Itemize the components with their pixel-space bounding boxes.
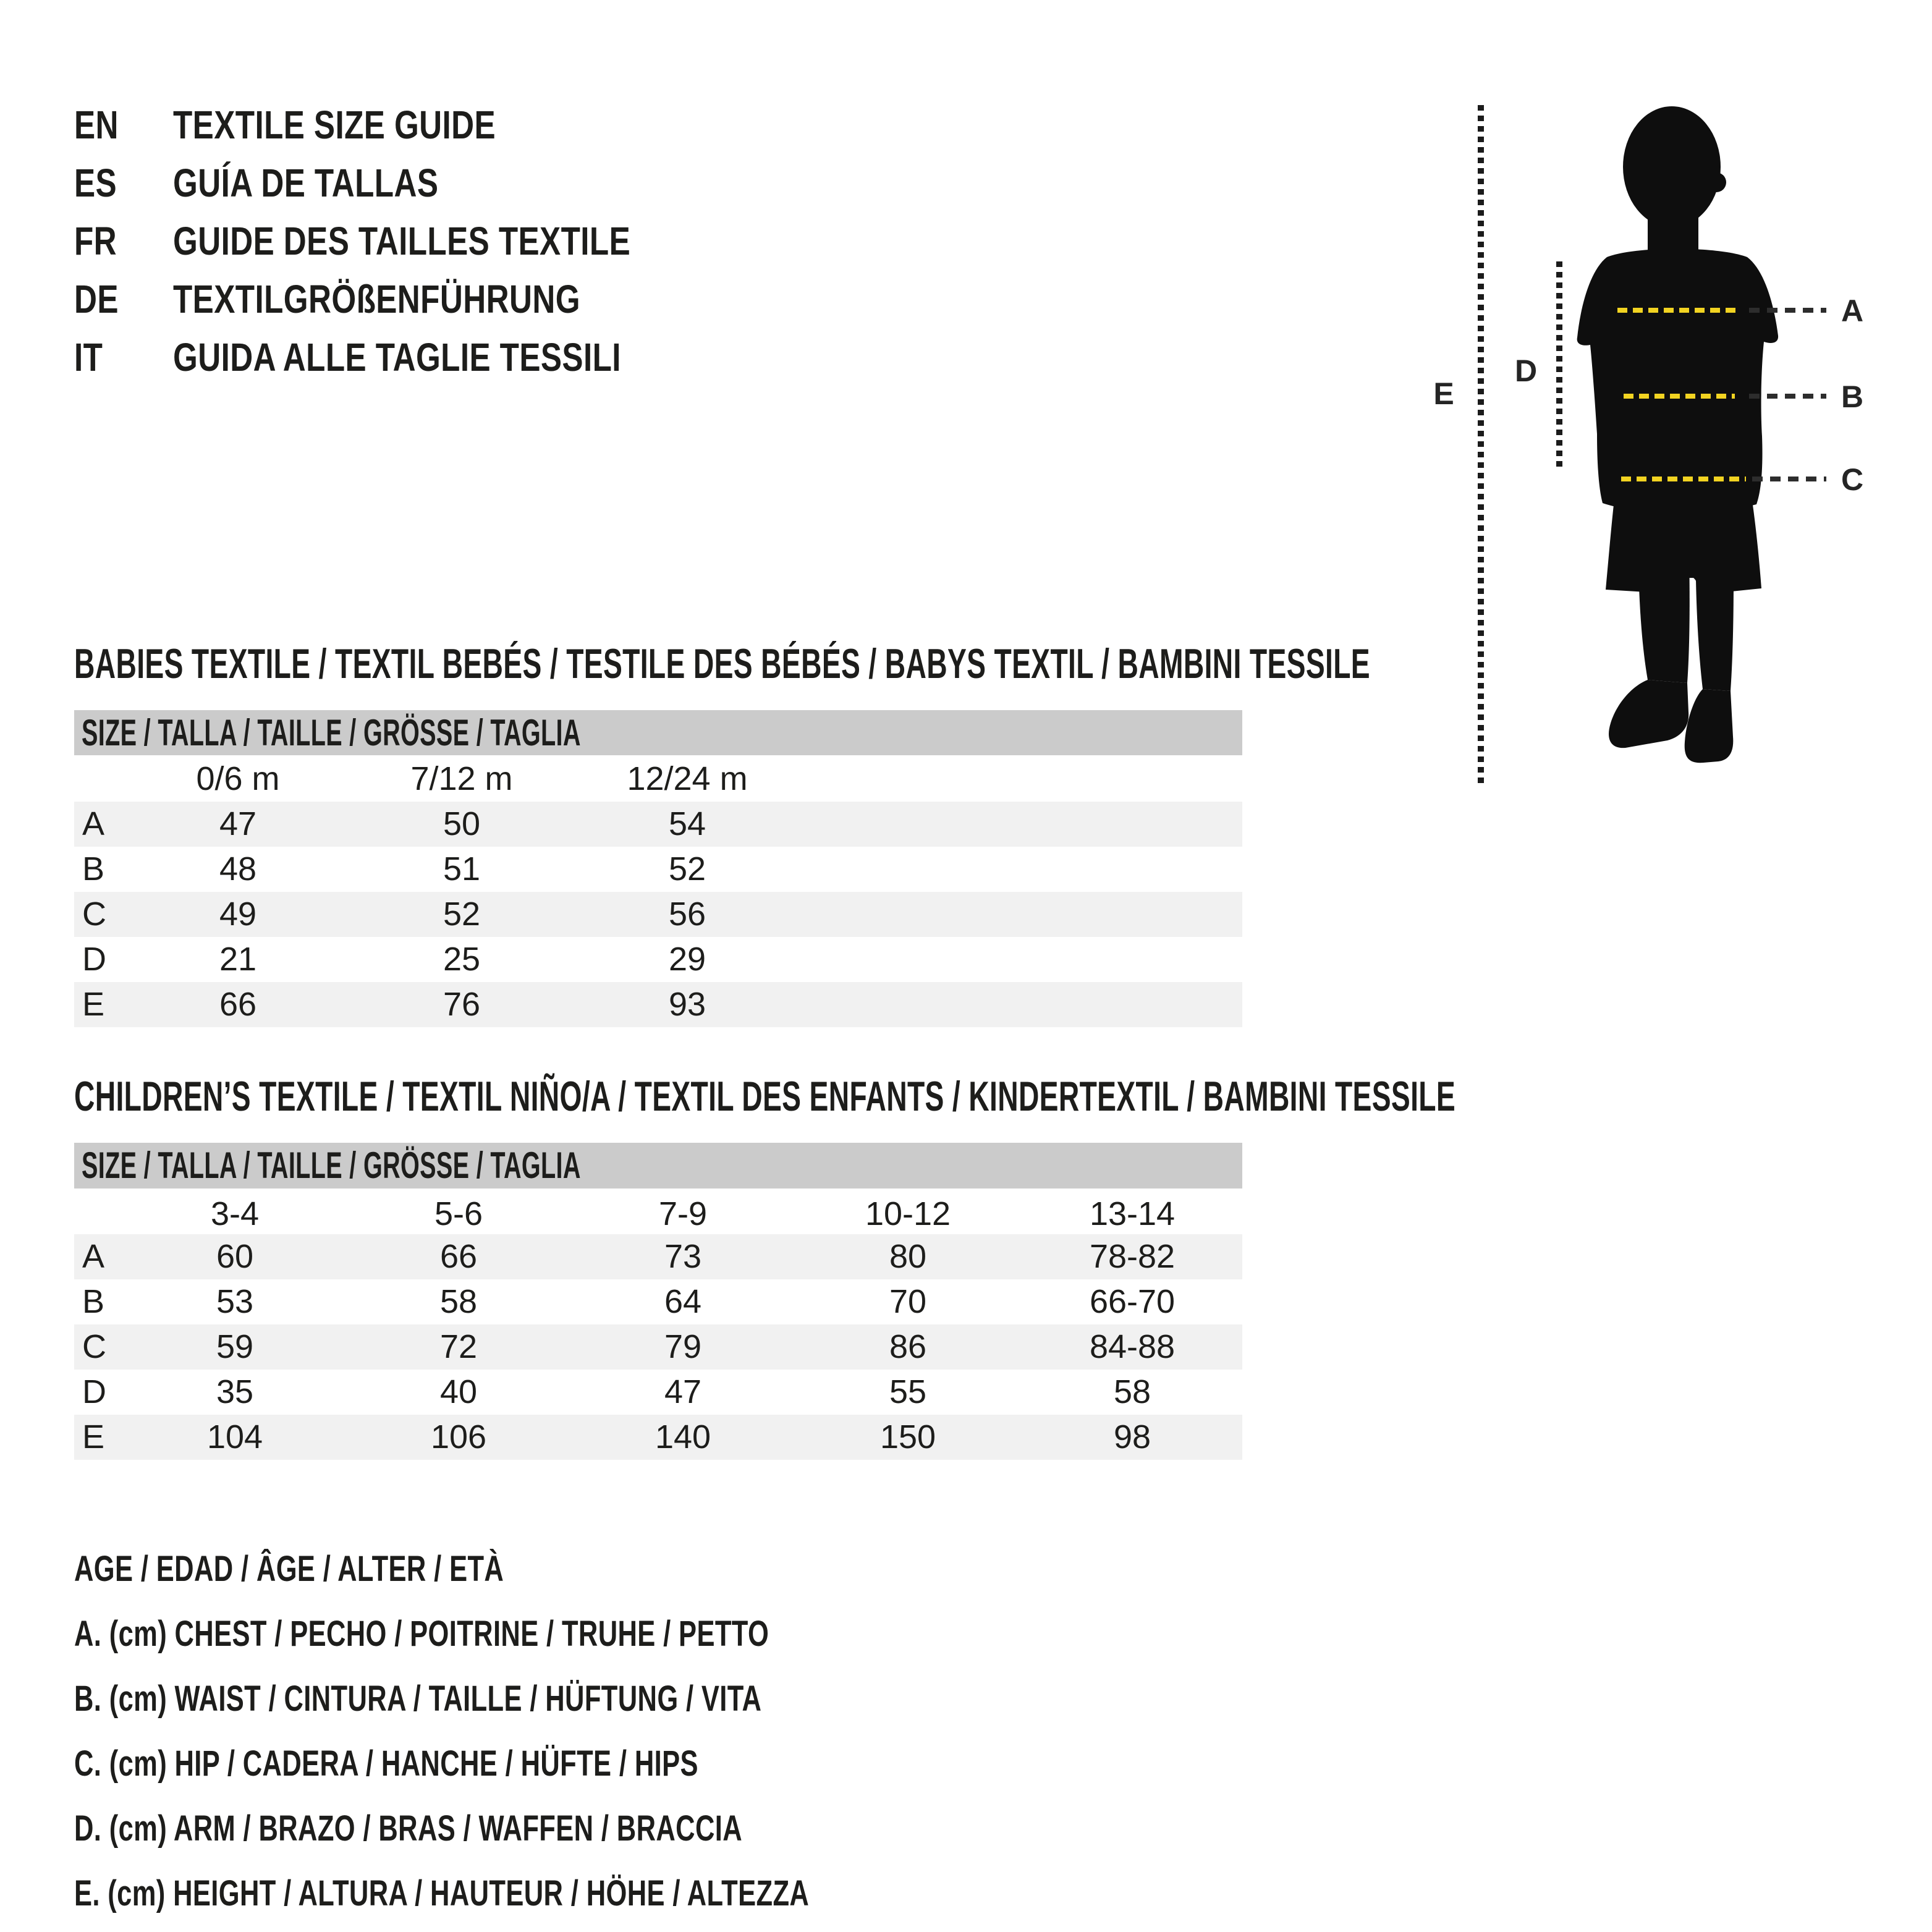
cell-value: 25	[443, 941, 481, 978]
legend-text: A. (cm) CHEST / PECHO / POITRINE / TRUHE / PETTO	[74, 1614, 769, 1654]
cell-value: 35	[216, 1373, 254, 1410]
children-size-header-bar	[74, 1143, 1242, 1188]
cell-value: 78-82	[1089, 1238, 1176, 1275]
silhouette-right-shoe	[1685, 689, 1734, 763]
cell-value: 79	[664, 1328, 702, 1365]
children-section-title	[74, 1072, 1932, 1121]
row-label: B	[82, 1283, 105, 1320]
cell-value: 58	[439, 1283, 478, 1320]
children-column-header-row	[74, 1192, 1242, 1237]
cell-value: 98	[1113, 1418, 1151, 1455]
language-title: GUIDE DES TAILLES TEXTILE	[173, 219, 631, 263]
babies-section-title	[74, 639, 1932, 688]
table-row	[74, 1415, 1242, 1460]
cell-value: 52	[668, 850, 706, 888]
table-row	[74, 847, 1242, 892]
cell-value: 73	[664, 1238, 702, 1275]
legend-text: C. (cm) HIP / CADERA / HANCHE / HÜFTE / HIPS	[74, 1743, 698, 1784]
cell-value: 80	[889, 1238, 927, 1275]
measurement-figure	[1421, 87, 1932, 803]
language-title: GUIDA ALLE TAGLIE TESSILI	[173, 335, 621, 379]
figure-label-c: C	[1841, 462, 1864, 497]
column-header: 7-9	[658, 1195, 708, 1232]
language-code: IT	[74, 335, 103, 379]
row-label: E	[82, 1418, 105, 1455]
cell-value: 76	[443, 986, 481, 1023]
cell-value: 66-70	[1089, 1283, 1176, 1320]
silhouette-torso	[1577, 249, 1778, 513]
table-row	[74, 937, 1242, 982]
cell-value: 49	[219, 896, 257, 933]
children-size-header-text: SIZE / TALLA / TAILLE / GRÖSSE / TAGLIA	[82, 1145, 581, 1186]
cell-value: 106	[430, 1418, 487, 1455]
legend-line-height	[74, 1872, 1054, 1915]
figure-label-d: D	[1514, 354, 1538, 388]
language-code: EN	[74, 103, 119, 147]
language-code: DE	[74, 277, 119, 321]
cell-value: 66	[439, 1238, 478, 1275]
cell-value: 51	[443, 850, 481, 888]
cell-value: 21	[219, 941, 257, 978]
row-label: D	[82, 1373, 106, 1410]
cell-value: 56	[668, 896, 706, 933]
silhouette-left-shoe	[1609, 680, 1688, 748]
row-label: B	[82, 850, 105, 888]
row-label: A	[82, 805, 105, 842]
row-label: A	[82, 1238, 105, 1275]
children-section-title-text: CHILDREN’S TEXTILE / TEXTIL NIÑO/A / TEXTIL DES ENFANTS / KINDERTEXTIL / BAMBINI TESSILE	[74, 1073, 1456, 1120]
legend-line-age	[74, 1548, 647, 1591]
cell-value: 58	[1113, 1373, 1151, 1410]
figure-label-a: A	[1841, 294, 1864, 328]
cell-value: 29	[668, 941, 706, 978]
cell-value: 60	[216, 1238, 254, 1275]
cell-value: 48	[219, 850, 257, 888]
cell-value: 47	[219, 805, 257, 842]
row-label: C	[82, 896, 106, 933]
column-header: 3-4	[210, 1195, 260, 1232]
cell-value: 59	[216, 1328, 254, 1365]
table-row	[74, 982, 1242, 1027]
figure-label-b: B	[1841, 379, 1864, 414]
cell-value: 55	[889, 1373, 927, 1410]
language-title: GUÍA DE TALLAS	[173, 161, 439, 205]
column-header: 5-6	[434, 1195, 483, 1232]
babies-column-header-row	[74, 756, 1242, 802]
cell-value: 93	[668, 986, 706, 1023]
table-row	[74, 1324, 1242, 1370]
legend-text: E. (cm) HEIGHT / ALTURA / HAUTEUR / HÖHE / ALTEZZA	[74, 1873, 810, 1913]
legend-line-waist	[74, 1677, 991, 1721]
babies-size-header-text: SIZE / TALLA / TAILLE / GRÖSSE / TAGLIA	[82, 712, 581, 753]
table-row	[74, 802, 1242, 847]
cell-value: 140	[655, 1418, 711, 1455]
cell-value: 66	[219, 986, 257, 1023]
legend-text: AGE / EDAD / ÂGE / ALTER / ETÀ	[74, 1549, 504, 1589]
table-row	[74, 1234, 1242, 1279]
cell-value: 52	[443, 896, 481, 933]
legend-line-chest	[74, 1612, 1001, 1656]
row-label: D	[82, 941, 106, 978]
column-header: 12/24 m	[627, 760, 748, 797]
row-label: C	[82, 1328, 106, 1365]
cell-value: 53	[216, 1283, 254, 1320]
cell-value: 54	[668, 805, 706, 842]
cell-value: 64	[664, 1283, 702, 1320]
cell-value: 86	[889, 1328, 927, 1365]
column-header: 13-14	[1089, 1195, 1176, 1232]
silhouette-ear	[1706, 172, 1726, 192]
table-row	[74, 1370, 1242, 1415]
cell-value: 150	[879, 1418, 936, 1455]
cell-value: 50	[443, 805, 481, 842]
table-row	[74, 892, 1242, 937]
cell-value: 70	[889, 1283, 927, 1320]
language-title: TEXTILE SIZE GUIDE	[173, 103, 496, 147]
row-label: E	[82, 986, 105, 1023]
babies-section-title-text: BABIES TEXTILE / TEXTIL BEBÉS / TESTILE DES BÉBÉS / BABYS TEXTIL / BAMBINI TESSILE	[74, 640, 1370, 687]
cell-value: 47	[664, 1373, 702, 1410]
table-row	[74, 1279, 1242, 1324]
language-code: FR	[74, 219, 117, 263]
language-code: ES	[74, 161, 117, 205]
figure-label-e: E	[1433, 376, 1454, 411]
language-title: TEXTILGRÖßENFÜHRUNG	[173, 277, 580, 321]
column-header: 0/6 m	[196, 760, 280, 797]
legend-text: B. (cm) WAIST / CINTURA / TAILLE / HÜFTUNG / VITA	[74, 1679, 762, 1719]
cell-value: 40	[439, 1373, 478, 1410]
legend-text: D. (cm) ARM / BRAZO / BRAS / WAFFEN / BRACCIA	[74, 1808, 742, 1849]
cell-value: 72	[439, 1328, 478, 1365]
legend-line-arm	[74, 1807, 965, 1850]
legend-line-hip	[74, 1742, 906, 1786]
cell-value: 104	[206, 1418, 263, 1455]
column-header: 10-12	[865, 1195, 951, 1232]
babies-size-header-bar	[74, 710, 1242, 755]
column-header: 7/12 m	[410, 760, 513, 797]
cell-value: 84-88	[1089, 1328, 1176, 1365]
